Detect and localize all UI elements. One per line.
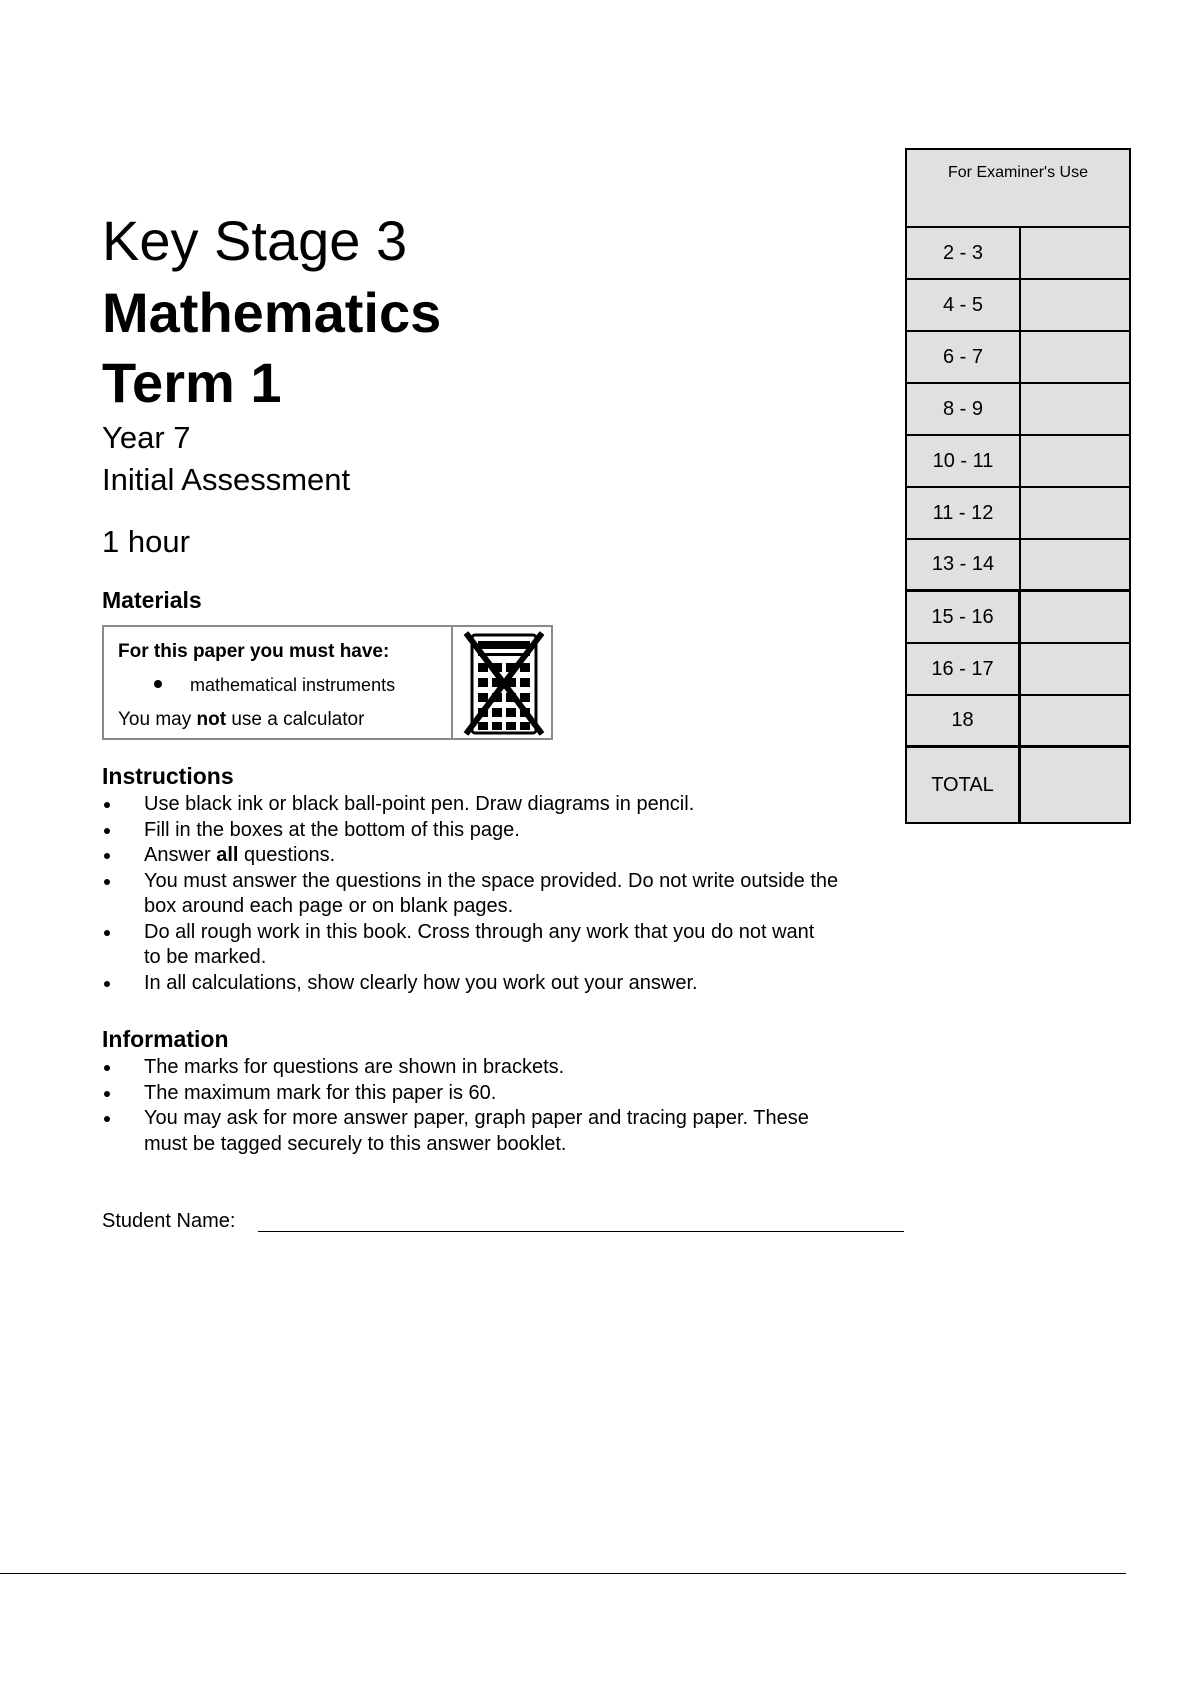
- list-item: Fill in the boxes at the bottom of this page.: [102, 818, 902, 844]
- score-box[interactable]: [1021, 540, 1129, 589]
- question-range-label: 4 - 5: [907, 280, 1021, 330]
- question-range-label: 6 - 7: [907, 332, 1021, 382]
- list-item: You must answer the questions in the space provided. Do not write outside the box around each page or on blank pages.: [102, 869, 844, 920]
- calculator-note: You may not use a calculator: [118, 709, 365, 730]
- list-item: In all calculations, show clearly how you work out your answer.: [102, 971, 902, 997]
- title-key-stage: Key Stage 3: [102, 209, 408, 272]
- total-label: TOTAL: [907, 748, 1021, 822]
- table-row: [907, 644, 1129, 696]
- table-row: [907, 332, 1129, 384]
- materials-text-panel: [104, 627, 453, 738]
- title-term: Term 1: [102, 351, 282, 414]
- list-item: Use black ink or black ball-point pen. Draw diagrams in pencil.: [102, 792, 902, 818]
- question-range-label: 2 - 3: [907, 228, 1021, 278]
- duration-label: 1 hour: [102, 524, 190, 559]
- list-item: Answer all questions.: [102, 843, 902, 869]
- table-row: [907, 748, 1129, 822]
- score-box[interactable]: [1021, 488, 1129, 538]
- information-heading: Information: [102, 1026, 229, 1052]
- list-item: The maximum mark for this paper is 60.: [102, 1081, 902, 1107]
- student-name-label: Student Name:: [102, 1210, 236, 1232]
- score-box[interactable]: [1021, 644, 1129, 694]
- score-box[interactable]: [1021, 384, 1129, 434]
- instructions-heading: Instructions: [102, 763, 234, 789]
- question-range-label: 15 - 16: [907, 592, 1021, 642]
- materials-item: mathematical instruments: [190, 675, 396, 695]
- total-score-box[interactable]: [1021, 748, 1129, 822]
- table-row: [907, 540, 1129, 592]
- year-label: Year 7: [102, 420, 191, 455]
- list-item: Do all rough work in this book. Cross through any work that you do not want to be marked.: [102, 920, 834, 971]
- table-row: [907, 384, 1129, 436]
- information-list: [102, 1055, 902, 1157]
- bottom-divider: [0, 1573, 1126, 1574]
- title-subject: Mathematics: [102, 281, 442, 344]
- list-item: The marks for questions are shown in brackets.: [102, 1055, 902, 1081]
- score-box[interactable]: [1021, 592, 1129, 642]
- question-range-label: 11 - 12: [907, 488, 1021, 538]
- examiner-use-table: [905, 148, 1131, 824]
- instructions-list: [102, 792, 902, 996]
- score-box[interactable]: [1021, 696, 1129, 745]
- score-box[interactable]: [1021, 436, 1129, 486]
- table-row: [907, 280, 1129, 332]
- crossed-out-calculator-icon: [460, 631, 548, 736]
- score-box[interactable]: [1021, 228, 1129, 278]
- question-range-label: 8 - 9: [907, 384, 1021, 434]
- examiner-table-header: For Examiner's Use: [907, 150, 1129, 228]
- table-row: [907, 436, 1129, 488]
- score-box[interactable]: [1021, 280, 1129, 330]
- table-row: [907, 696, 1129, 748]
- bullet-icon: [154, 680, 162, 688]
- table-row: [907, 592, 1129, 644]
- materials-box: [102, 625, 553, 740]
- score-box[interactable]: [1021, 332, 1129, 382]
- question-range-label: 16 - 17: [907, 644, 1021, 694]
- question-range-label: 18: [907, 696, 1021, 745]
- list-item: You may ask for more answer paper, graph paper and tracing paper. These must be tagged securely to this answer booklet.: [102, 1106, 844, 1157]
- materials-heading: Materials: [102, 587, 202, 613]
- must-have-label: For this paper you must have:: [118, 641, 390, 662]
- table-row: [907, 488, 1129, 540]
- table-row: [907, 228, 1129, 280]
- question-range-label: 13 - 14: [907, 540, 1021, 589]
- question-range-label: 10 - 11: [907, 436, 1021, 486]
- student-name-field[interactable]: [258, 1231, 904, 1232]
- assessment-label: Initial Assessment: [102, 462, 351, 497]
